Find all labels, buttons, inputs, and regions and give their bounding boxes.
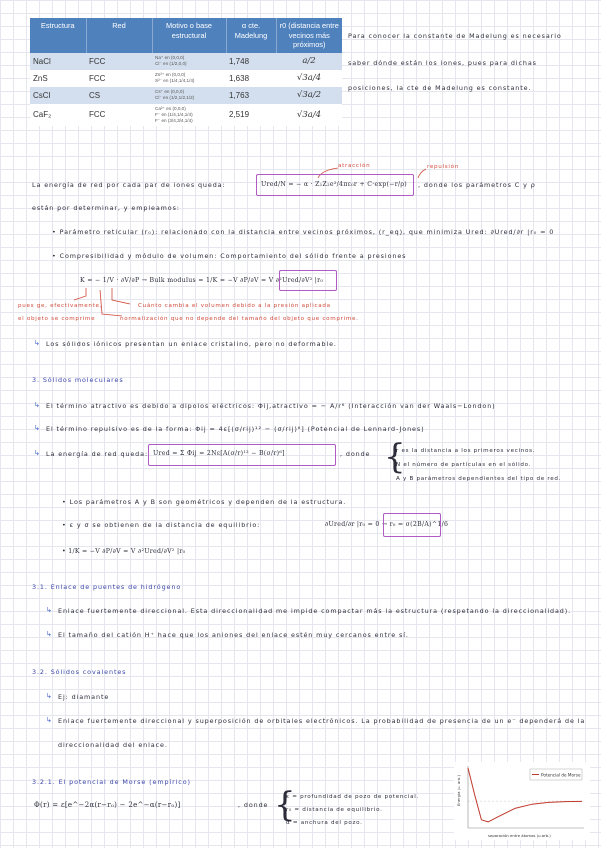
s31-line-2: El tamaño del catión H⁺ hace que los aniones del enlace estén muy cercanos entre sí. [58, 631, 409, 639]
motivo-line: F⁻ en (3/4,3/4,1/4) [155, 117, 193, 123]
bulk-formula-box [279, 270, 337, 291]
cell-red: FCC [86, 104, 152, 126]
arrow-icon: ↳ [34, 339, 40, 347]
header-red: Red [86, 18, 152, 53]
table-row [30, 53, 342, 70]
cell-red: FCC [86, 53, 152, 70]
arrow-icon: ↳ [46, 716, 52, 724]
cell-madelung: 1,638 [226, 70, 276, 87]
lattice-energy-formula: Ured = Σ Φij = 2Nε[A(σ/r)¹² − B(σ/r)⁶] [153, 450, 285, 457]
cell-red: CS [86, 87, 152, 104]
arrow-icon: ↳ [34, 449, 40, 457]
motivo-line: Cl⁻ en (1/2,1/2,1/2) [155, 95, 195, 101]
cell-motivo [152, 104, 226, 126]
cell-r0: √3a/2 [276, 87, 342, 104]
s3-point-2: • ε y σ se obtienen de la distancia de equilibrio: [62, 521, 261, 529]
morse-chart [454, 762, 590, 840]
def-ab: A y B parámetros dependientes del tipo de red. [396, 476, 562, 482]
s3-point-1: • Los parámetros A y B son geométricos y dependen de la estructura. [62, 498, 347, 506]
motivo-line: S²⁻ en (1/4,1/4,1/4) [155, 78, 195, 84]
arrow-icon: ↳ [34, 401, 40, 409]
motivo-line: Cs⁺ en (0,0,0) [155, 89, 184, 95]
morse-formula: Φ(r) = ε[e^−2α(r−r₀) − 2e^−α(r−r₀)] [34, 801, 181, 809]
s3-line-2: El término repulsivo es de la forma: Φij = 4ε[(σ/rij)¹² − (σ/rij)⁶] (Potencial de Lennard-Jones) [46, 425, 425, 433]
brace-icon: { [274, 785, 296, 825]
bulk-formula: K = − 1/V · ∂V/∂P → Bulk modulus = 1/K = −V ∂P/∂V = V ∂²Ured/∂V² |r₀ [80, 277, 324, 284]
cell-estructura: CsCl [30, 87, 86, 104]
header-madelung: α cte. Madelung [226, 18, 276, 53]
note-right-1: Cuánto cambia el volumen debido a la presión aplicada [138, 303, 331, 309]
energy-line2: están por determinar, y empleamos: [32, 204, 180, 212]
cell-motivo [152, 87, 226, 104]
section-3-title: 3. Sólidos moleculares [32, 376, 124, 384]
s3-point-3: • 1/K = −V ∂P/∂V = V ∂²Ured/∂V² |r₀ [62, 548, 186, 555]
equilibrium-formula: ∂Ured/∂r |r₀ = 0 → r₀ = σ(2B/A)^1/6 [325, 521, 449, 528]
section-31-title: 3.1. Enlace de puentes de hidrógeno [32, 583, 182, 591]
motivo-line: Na⁺ en (0,0,0) [155, 55, 185, 61]
note-left-1: pues ge, efectivamente, [18, 303, 103, 309]
note-left-2: el objeto se comprime [18, 316, 96, 322]
motivo-line: Cl⁻ en (1/2,0,0) [155, 61, 187, 67]
cell-r0: √3a/4 [276, 104, 342, 126]
section-32-title: 3.2. Sólidos covalentes [32, 668, 127, 676]
cell-motivo [152, 70, 226, 87]
s32-line-2a: Enlace fuertemente direccional y superposición de orbitales electrónicos. La probabilidad de presencia de un e⁻ dependerá de la [58, 717, 586, 725]
cell-r0: √3a/4 [276, 70, 342, 87]
s3-donde: , donde [340, 450, 371, 458]
energy-intro: La energía de red por cada par de iones queda: [32, 181, 226, 189]
x-axis-label: separación entre átomos (u.arb.) [488, 833, 551, 838]
header-r0: r0 (distancia entre vecinos más próximos) [276, 18, 342, 53]
cell-estructura: CaF₂ [30, 104, 86, 126]
cell-red: FCC [86, 70, 152, 87]
cell-motivo [152, 53, 226, 70]
bullet-compresibilidad: • Compresibilidad y módulo de volumen: Comportamiento del sólido frente a presiones [52, 252, 407, 260]
side-note-line: posiciones, la cte de Madelung es constante. [348, 84, 532, 92]
s3-line-1: El término atractivo es debido a dipolos eléctricos: Φij,atractivo = − A/r⁶ (Interacción van der Waals−London) [46, 402, 496, 410]
side-note-line: saber dónde están los iones, pues para dichas [348, 59, 537, 67]
cell-r0: a/2 [276, 53, 342, 70]
table-row [30, 87, 342, 104]
structure-table [30, 18, 342, 126]
cell-estructura: NaCl [30, 53, 86, 70]
section-321-title: 3.2.1. El potencial de Morse (empírico) [32, 778, 191, 786]
bullet-reticular: • Parámetro reticular (r₀): relacionado con la distancia entre vecinos próximos, (r_eq), que minimiza Ured: ∂Ured/∂r |r₀ = 0 [52, 228, 555, 236]
header-motivo: Motivo o base estructural [152, 18, 226, 53]
arrow-icon: ↳ [34, 424, 40, 432]
repulsion-label: repulsión [427, 164, 460, 170]
cell-estructura: ZnS [30, 70, 86, 87]
s3-line-3a: La energía de red queda: [46, 450, 149, 458]
cell-madelung: 2,519 [226, 104, 276, 126]
arrow-icon: ↳ [46, 630, 52, 638]
arrow-icon: ↳ [46, 692, 52, 700]
r0-box [383, 513, 441, 537]
table-row [30, 70, 342, 87]
motivo-line: Zn²⁺ en (0,0,0) [155, 72, 186, 78]
def-r: r es la distancia a los primeros vecinos. [396, 448, 536, 454]
morse-plot [454, 762, 590, 840]
brace-icon: { [384, 437, 406, 477]
morse-def-1: ε = profundidad de pozo de potencial. [286, 794, 419, 800]
s32-line-1: Ej: diamante [58, 693, 110, 701]
cell-madelung: 1,748 [226, 53, 276, 70]
morse-donde: , donde [238, 801, 269, 809]
morse-def-2: r₀ = distancia de equilibrio. [286, 807, 383, 813]
energy-formula: Ured/N = − α · Z₁Z₂e²/4πε₀r + C·exp(−r/ρ) [261, 181, 407, 188]
table-header-row [30, 18, 342, 53]
header-estructura: Estructura [30, 18, 86, 53]
s31-line-1: Enlace fuertemente direccional. Esta direccionalidad me impide compactar más la estructura (respetando la direccionalidad). [58, 607, 572, 615]
motivo-line: F⁻ en (1/4,1/4,1/4) [155, 111, 193, 117]
table-row [30, 104, 342, 126]
y-axis-label: Energía (u. arb.) [456, 775, 461, 806]
morse-def-3: α = anchura del pozo. [286, 820, 363, 826]
cell-madelung: 1,763 [226, 87, 276, 104]
legend-label: Potencial de Morse [541, 772, 581, 778]
side-note-line: Para conocer la constante de Madelung es necesario [348, 32, 562, 40]
motivo-line: Ca²⁺ en (0,0,0) [155, 106, 186, 112]
s32-line-2b: direccionalidad del enlace. [58, 741, 168, 749]
conclusion-text: Los sólidos iónicos presentan un enlace cristalino, pero no deformable. [46, 340, 337, 348]
attraction-label: atracción [338, 163, 371, 169]
def-n: N el número de partículas en el sólido. [396, 462, 532, 468]
energy-after: , donde los parámetros C y ρ [418, 181, 536, 189]
note-right-2: normalización que no depende del tamaño del objeto que comprime. [120, 316, 359, 322]
arrow-icon: ↳ [46, 606, 52, 614]
note-brackets [70, 286, 140, 322]
